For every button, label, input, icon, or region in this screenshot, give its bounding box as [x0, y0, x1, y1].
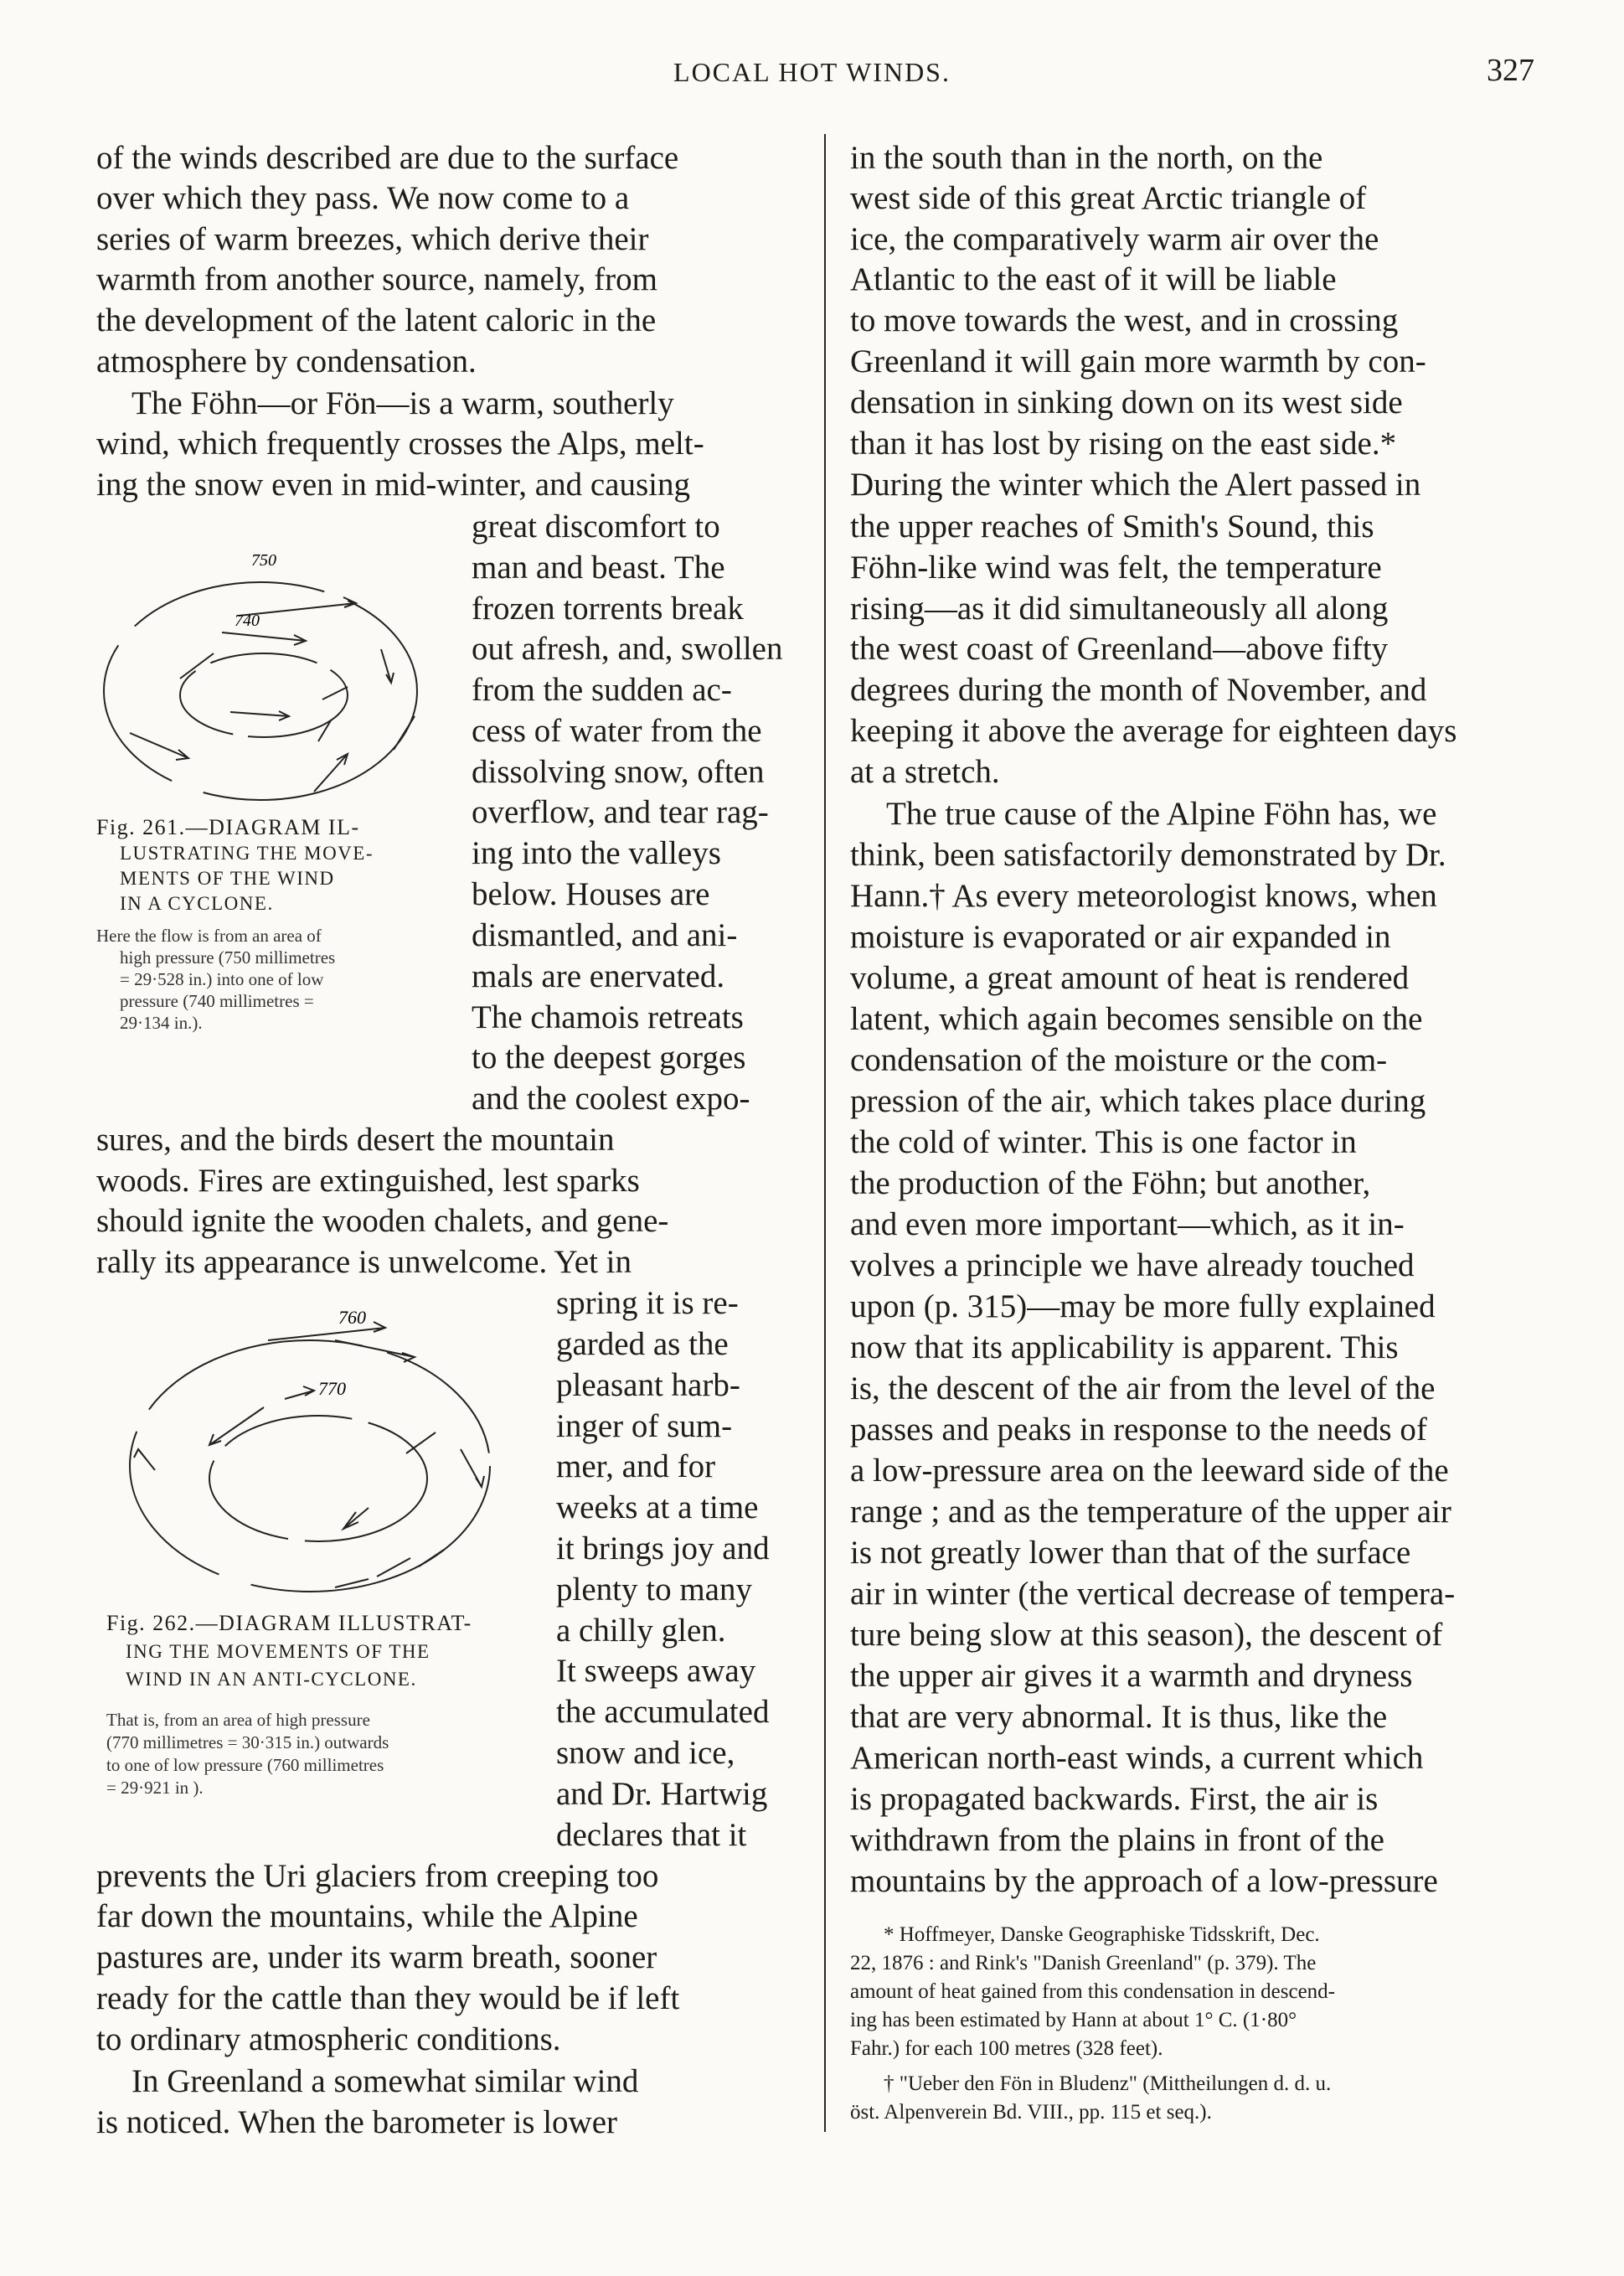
text-line: latent, which again becomes sensible on the	[850, 1001, 1423, 1037]
text-line: is, the descent of the air from the level of the	[850, 1370, 1436, 1406]
text-line: declares that it	[556, 1817, 747, 1853]
text-line: pleasant harb-	[556, 1367, 740, 1403]
text-line: is propagated backwards. First, the air is	[850, 1781, 1379, 1817]
text-line: ture being slow at this season), the descent of	[850, 1617, 1443, 1653]
text-line: weeks at a time	[556, 1489, 759, 1525]
text-line: that are very abnormal. It is thus, like the	[850, 1699, 1388, 1735]
caption-line: Fig. 262.—DIAGRAM ILLUSTRAT-	[106, 1611, 472, 1635]
text-line: series of warm breezes, which derive their	[96, 221, 649, 257]
text-line: During the winter which the Alert passed in	[850, 467, 1421, 503]
text-line: degrees during the month of November, and	[850, 672, 1427, 708]
note-line: high pressure (750 millimetres	[120, 947, 336, 968]
note-line: 29·134 in.).	[120, 1013, 203, 1033]
text-line: in the south than in the north, on the	[850, 140, 1323, 176]
text-line: atmosphere by condensation.	[96, 343, 477, 379]
text-line: volume, a great amount of heat is rendered	[850, 960, 1410, 996]
text-line: sures, and the birds desert the mountain	[96, 1122, 615, 1158]
text-line: at a stretch.	[850, 754, 1000, 790]
footnote-line: * Hoffmeyer, Danske Geographiske Tidsskrift, Dec.	[884, 1923, 1320, 1946]
text-line: snow and ice,	[556, 1735, 735, 1771]
text-line: ing into the valleys	[472, 835, 721, 871]
text-line: the upper air gives it a warmth and dryness	[850, 1658, 1413, 1694]
text-line: ready for the cattle than they would be if left	[96, 1980, 680, 2016]
text-line: to the deepest gorges	[472, 1040, 746, 1076]
note-line: pressure (740 millimetres =	[120, 991, 314, 1011]
text-line: range ; and as the temperature of the upper air	[850, 1494, 1451, 1530]
text-line: It sweeps away	[556, 1653, 756, 1689]
footnote-line: 22, 1876 : and Rink's "Danish Greenland" (p. 379). The	[850, 1952, 1317, 1974]
text-line: the development of the latent caloric in the	[96, 302, 657, 338]
caption-line: WIND IN AN ANTI-CYCLONE.	[126, 1669, 417, 1690]
text-line: mals are enervated.	[472, 958, 725, 994]
caption-line: MENTS OF THE WIND	[120, 868, 335, 889]
text-line: densation in sinking down on its west side	[850, 384, 1403, 421]
text-line: man and beast. The	[472, 550, 725, 586]
text-line: ice, the comparatively warm air over the	[850, 221, 1379, 257]
text-line: now that its applicability is apparent. This	[850, 1329, 1399, 1365]
text-line: mer, and for	[556, 1448, 716, 1484]
text-line: west side of this great Arctic triangle of	[850, 180, 1367, 216]
footnote-line: Fahr.) for each 100 metres (328 feet).	[850, 2037, 1163, 2060]
figure-262	[117, 1307, 519, 1608]
footnote-line: amount of heat gained from this condensation in descend-	[850, 1980, 1336, 2003]
text-line: Föhn-like wind was felt, the temperature	[850, 550, 1382, 586]
footnote-line: ing has been estimated by Hann at about 1° C. (1·80°	[850, 2009, 1297, 2031]
text-line: overflow, and tear rag-	[472, 794, 769, 830]
text-line: Atlantic to the east of it will be liable	[850, 261, 1337, 297]
anticyclone-diagram	[117, 1307, 519, 1608]
text-line: frozen torrents break	[472, 591, 744, 627]
footnote-line: öst. Alpenverein Bd. VIII., pp. 115 et seq.).	[850, 2101, 1212, 2124]
text-line: American north-east winds, a current which	[850, 1740, 1424, 1776]
text-line: The Föhn—or Fön—is a warm, southerly	[131, 385, 674, 421]
page-header-title: LOCAL HOT WINDS.	[673, 57, 951, 87]
isobar-label-outer: 760	[338, 1307, 366, 1328]
text-line: is noticed. When the barometer is lower	[96, 2104, 618, 2140]
text-line: keeping it above the average for eighteen days	[850, 713, 1457, 749]
isobar-label-outer: 750	[251, 551, 276, 570]
text-line: mountains by the approach of a low-pressure	[850, 1863, 1438, 1899]
text-line: rally its appearance is unwelcome. Yet in	[96, 1244, 632, 1280]
note-line: = 29·921 in ).	[106, 1778, 204, 1798]
text-line: passes and peaks in response to the needs of	[850, 1412, 1427, 1448]
text-line: woods. Fires are extinguished, lest sparks	[96, 1163, 640, 1199]
text-line: the west coast of Greenland—above fifty	[850, 631, 1389, 667]
text-line: great discomfort to	[472, 508, 720, 544]
note-line: = 29·528 in.) into one of low	[120, 969, 324, 989]
note-line: That is, from an area of high pressure	[106, 1710, 370, 1730]
text-line: over which they pass. We now come to a	[96, 180, 630, 216]
text-line: ing the snow even in mid-winter, and causing	[96, 467, 690, 503]
text-line: from the sudden ac-	[472, 672, 732, 708]
text-line: and the coolest expo-	[472, 1081, 750, 1117]
cyclone-diagram	[96, 540, 448, 808]
note-line: to one of low pressure (760 millimetres	[106, 1755, 384, 1775]
text-line: dismantled, and ani-	[472, 917, 738, 953]
text-line: condensation of the moisture or the com-	[850, 1042, 1388, 1078]
caption-line: ING THE MOVEMENTS OF THE	[126, 1641, 430, 1662]
text-line: should ignite the wooden chalets, and gene-	[96, 1203, 669, 1239]
text-line: pastures are, under its warm breath, sooner	[96, 1939, 657, 1975]
text-line: a low-pressure area on the leeward side of the	[850, 1453, 1449, 1489]
text-line: cess of water from the	[472, 713, 762, 749]
text-line: the accumulated	[556, 1694, 770, 1730]
text-line: prevents the Uri glaciers from creeping too	[96, 1858, 659, 1894]
column-rule	[824, 134, 826, 2132]
caption-line: LUSTRATING THE MOVE-	[120, 843, 374, 864]
text-line: The chamois retreats	[472, 999, 744, 1035]
text-line: think, been satisfactorily demonstrated by Dr.	[850, 837, 1446, 873]
text-line: Greenland it will gain more warmth by con-	[850, 343, 1426, 379]
text-line: it brings joy and	[556, 1530, 770, 1566]
text-line: below. Houses are	[472, 876, 710, 912]
text-line: Hann.† As every meteorologist knows, when	[850, 878, 1437, 914]
text-line: rising—as it did simultaneously all along	[850, 591, 1389, 627]
text-line: inger of sum-	[556, 1408, 733, 1444]
note-line: (770 millimetres = 30·315 in.) outwards	[106, 1732, 389, 1752]
text-line: out afresh, and, swollen	[472, 631, 783, 667]
footnote-line: † "Ueber den Fön in Bludenz" (Mittheilungen d. d. u.	[884, 2072, 1332, 2095]
text-line: a chilly glen.	[556, 1613, 726, 1649]
text-line: volves a principle we have already touched	[850, 1247, 1415, 1283]
text-line: to ordinary atmospheric conditions.	[96, 2021, 561, 2057]
caption-line: Fig. 261.—DIAGRAM IL-	[96, 815, 360, 839]
text-line: warmth from another source, namely, from	[96, 261, 657, 297]
text-line: garded as the	[556, 1326, 729, 1362]
text-line: spring it is re-	[556, 1285, 739, 1321]
text-line: plenty to many	[556, 1572, 752, 1608]
text-line: dissolving snow, often	[472, 754, 765, 790]
text-line: is not greatly lower than that of the surface	[850, 1535, 1411, 1571]
text-line: In Greenland a somewhat similar wind	[131, 2063, 639, 2099]
text-line: wind, which frequently crosses the Alps, melt-	[96, 426, 704, 462]
page-number: 327	[1487, 53, 1534, 88]
figure-261	[96, 540, 448, 808]
text-line: than it has lost by rising on the east side.*	[850, 426, 1397, 462]
note-line: Here the flow is from an area of	[96, 926, 322, 946]
text-line: far down the mountains, while the Alpine	[96, 1898, 638, 1934]
text-line: air in winter (the vertical decrease of tempera-	[850, 1576, 1456, 1612]
text-line: pression of the air, which takes place during	[850, 1083, 1426, 1119]
text-line: The true cause of the Alpine Föhn has, we	[886, 796, 1437, 832]
caption-line: IN A CYCLONE.	[120, 893, 274, 914]
isobar-label-inner: 770	[318, 1378, 346, 1399]
isobar-label-inner: 740	[235, 612, 260, 630]
text-line: the cold of winter. This is one factor in	[850, 1124, 1357, 1160]
text-line: upon (p. 315)—may be more fully explained	[850, 1288, 1436, 1324]
text-line: and Dr. Hartwig	[556, 1776, 768, 1812]
text-line: moisture is evaporated or air expanded in	[850, 919, 1391, 955]
text-line: and even more important—which, as it in-	[850, 1206, 1405, 1242]
text-line: the production of the Föhn; but another,	[850, 1165, 1371, 1201]
text-line: of the winds described are due to the surface	[96, 140, 679, 176]
text-line: to move towards the west, and in crossing	[850, 302, 1399, 338]
text-line: withdrawn from the plains in front of the	[850, 1822, 1384, 1858]
text-line: the upper reaches of Smith's Sound, this	[850, 508, 1374, 544]
